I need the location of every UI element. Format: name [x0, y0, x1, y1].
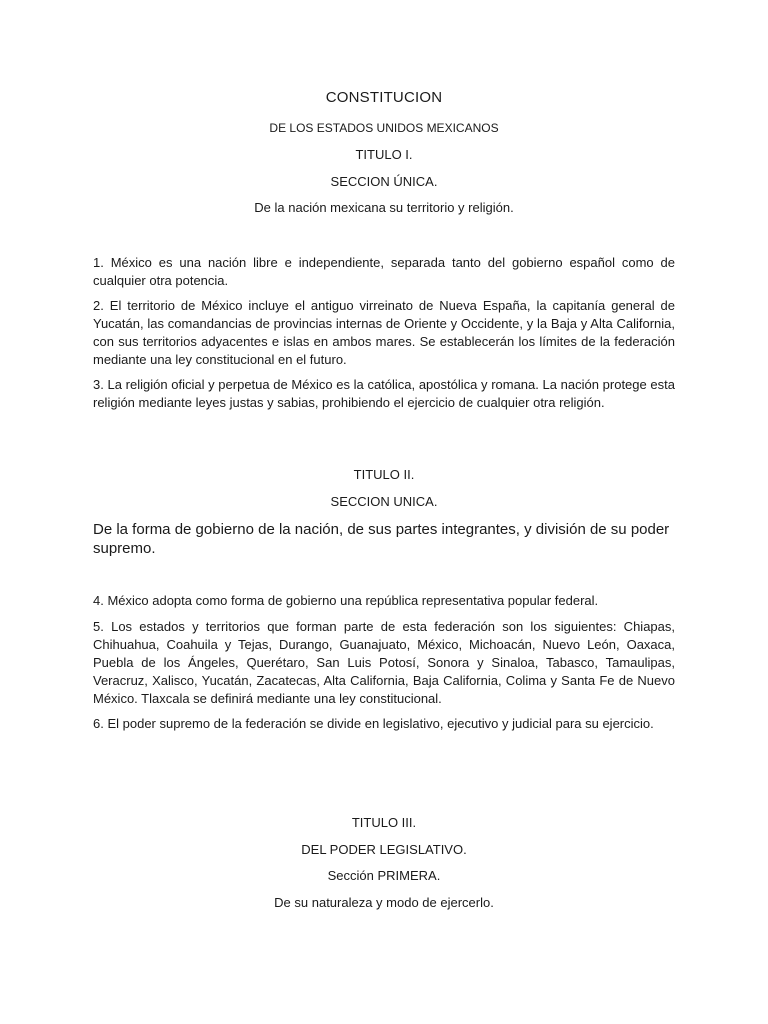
titulo-3-subsection: Sección PRIMERA. — [327, 868, 441, 883]
document-title: CONSTITUCION — [325, 89, 443, 106]
document-subtitle: DE LOS ESTADOS UNIDOS MEXICANOS — [269, 121, 499, 135]
article-1: 1. México es una nación libre e independiente, separada tanto del gobierno español como de cualquier otra potencia. — [93, 255, 675, 288]
titulo-2-heading: TITULO II. — [353, 467, 415, 482]
titulo-3-heading: TITULO III. — [351, 815, 417, 830]
article-3: 3. La religión oficial y perpetua de México es la católica, apostólica y romana. La nación protege esta religión mediante leyes justas y sabias, prohibiendo el ejercicio de cualquier otra religión. — [93, 377, 675, 410]
titulo-2-section: SECCION UNICA. — [330, 494, 438, 509]
article-4: 4. México adopta como forma de gobierno una república representativa popular federal. — [93, 593, 599, 608]
titulo-1-description: De la nación mexicana su territorio y religión. — [254, 200, 514, 215]
article-2: 2. El territorio de México incluye el antiguo virreinato de Nueva España, la capitanía general de Yucatán, las comandancias de provincias internas de Oriente y Occidente, y la Baja y Alta California, con sus territorios adyacentes e islas en ambos mares. Se establecerán los límites de la federación mediante una ley constitucional en el futuro. — [93, 298, 675, 367]
article-5: 5. Los estados y territorios que forman parte de esta federación son los siguientes: Chiapas, Chihuahua, Coahuila y Tejas, Durango, Guanajuato, México, Michoacán, Nuevo León, Oaxaca, Puebla de los Ángeles, Querétaro, San Luis Potosí, Sonora y Sinaloa, Tabasco, Tamaulipas, Veracruz, Xalisco, Yucatán, Zacatecas, Alta California, Baja California, Colima y Santa Fe de Nuevo México. Tlaxcala se definirá mediante una ley constitucional. — [93, 619, 675, 706]
article-6: 6. El poder supremo de la federación se divide en legislativo, ejecutivo y judicial para su ejercicio. — [93, 716, 654, 731]
titulo-3-section: DEL PODER LEGISLATIVO. — [301, 842, 467, 857]
titulo-3-description: De su naturaleza y modo de ejercerlo. — [274, 895, 494, 910]
titulo-1-section: SECCION ÚNICA. — [330, 174, 438, 189]
titulo-2-description: De la forma de gobierno de la nación, de sus partes integrantes, y división de su poder supremo. — [93, 521, 670, 557]
titulo-1-heading: TITULO I. — [355, 147, 413, 162]
